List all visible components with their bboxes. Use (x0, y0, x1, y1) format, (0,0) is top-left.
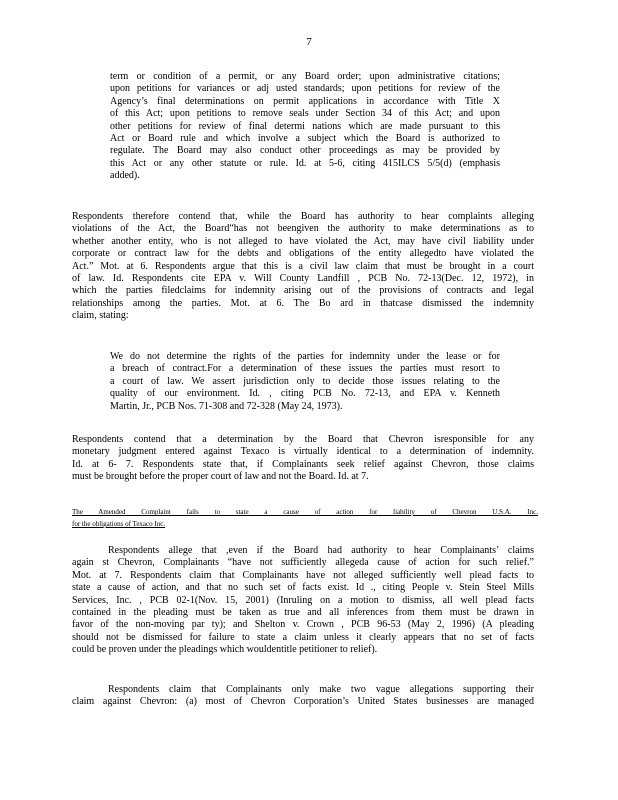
paragraph-line: Respondents claim that Complainants only make two vague allegations supporting their (108, 684, 534, 695)
paragraph-line: Id. at 6- 7. Respondents state that, if Complainants seek relief against Chevron, those claims (72, 458, 534, 470)
page-number: 7 (306, 36, 312, 48)
quote-line: other petitions for review of final determi nations which are made pursuant to this (110, 120, 500, 132)
paragraph-line: could be proven under the pleadings which wouldentitle petitioner to relief). (72, 644, 378, 656)
quote-line: a court of law. We assert jurisdiction only to decide those issues relating to the (110, 375, 500, 387)
paragraph-line: Respondents allege that ,even if the Board had authority to hear Complainants’ claims (108, 545, 534, 556)
heading-line: for the obligations of Texaco Inc. (72, 520, 166, 528)
paragraph-vague-allegations (72, 684, 534, 709)
paragraph-line: Respondents contend that a determination by the Board that Chevron isresponsible for any (72, 434, 534, 445)
paragraph-line: monetary judgment entered against Texaco is virtually identical to a determination of indemnity. (72, 446, 534, 458)
paragraph-line: again st Chevron, Complainants “have not sufficiently allegeda cause of action for such relief.” (72, 557, 534, 569)
quote-line: We do not determine the rights of the parties for indemnity under the lease or for (110, 351, 500, 362)
paragraph-line: violations of the Act, the Board“has not beengiven the authority to make determinations as to (72, 223, 534, 235)
paragraph-line: Services, Inc. , PCB 02-1(Nov. 15, 2001) (Inruling on a motion to dismiss, all well plead facts (72, 594, 534, 606)
paragraph-line: Mot. at 7. Respondents claim that Complainants have not alleged sufficiently well plead facts to (72, 569, 534, 581)
paragraph-line: claim against Chevron: (a) most of Chevron Corporation’s United States businesses are managed (72, 696, 534, 708)
quote-line: term or condition of a permit, or any Board order; upon administrative citations; (110, 71, 500, 82)
quote-line: upon petitions for variances or adj usted standards; upon petitions for review of the (110, 83, 500, 95)
paragraph-line: of law. Id. Respondents cite EPA v. Will County Landfill , PCB No. 72-13(Dec. 12, 1972), in (72, 273, 534, 285)
quote-line: Martin, Jr., PCB Nos. 71-308 and 72-328 (May 24, 1973). (110, 400, 343, 412)
paragraph-line: relationships among the parties. Mot. at 6. The Bo ard in thatcase dismissed the indemnity (72, 297, 534, 309)
paragraph-line: corporate or contract law for the debts and obligations of the entity allegedto have violated the (72, 248, 534, 260)
quote-line: added). (110, 170, 140, 182)
section-heading (72, 506, 538, 530)
paragraph-line: should not be dismissed for failure to state a claim unless it clearly appears that no set of facts (72, 631, 534, 643)
paragraph-failure-to-state-claim (72, 545, 534, 657)
quote-line: Act or Board rule and which involve a subject which the Board is authorized to (110, 133, 500, 145)
paragraph-respondents-contend (72, 211, 534, 323)
paragraph-line: Respondents therefore contend that, while the Board has authority to hear complaints alleging (72, 211, 534, 222)
quote-line: quality of our environment. Id. , citing PCB No. 72-13, and EPA v. Kenneth (110, 388, 500, 400)
quote-line: this Act or any other statute or rule. Id. at 5-6, citing 415ILCS 5/5(d) (emphasis (110, 157, 500, 169)
paragraph-line: favor of the non-moving par ty); and Shelton v. Crown , PCB 96-53 (May 2, 1996) (A pleading (72, 619, 534, 631)
paragraph-line: whether another entity, who is not alleged to have violated the Act, may have civil liability under (72, 235, 534, 247)
heading-line: The Amended Complaint fails to state a cause of action for liability of Chevron U.S.A. Inc. (72, 508, 538, 516)
quote-line: regulate. The Board may also conduct other proceedings as may be provided by (110, 145, 500, 157)
quote-line: of this Act; upon petitions to remove seals under Section 34 of this Act; and upon (110, 108, 500, 120)
paragraph-line: claim, stating: (72, 310, 129, 322)
paragraph-chevron-responsible (72, 434, 534, 484)
paragraph-line: which the parties filedclaims for indemnity arising out of the provisions of contracts and legal (72, 285, 534, 297)
block-quote-board-authority (110, 71, 500, 183)
quote-line: a breach of contract.For a determination of these issues the parties must resort to (110, 363, 500, 375)
quote-line: Agency’s final determinations on permit applications in accordance with Title X (110, 95, 500, 107)
paragraph-line: contained in the pleading must be taken as true and all inferences from them must be drawn in (72, 607, 534, 619)
paragraph-line: Act.” Mot. at 6. Respondents argue that this is a civil law claim that must be brought in a court (72, 260, 534, 272)
paragraph-line: state a cause of action, and that no such set of facts exist. Id ., citing People v. Stein Steel Mills (72, 582, 534, 594)
block-quote-indemnity (110, 351, 500, 413)
paragraph-line: must be brought before the proper court of law and not the Board. Id. at 7. (72, 471, 369, 483)
